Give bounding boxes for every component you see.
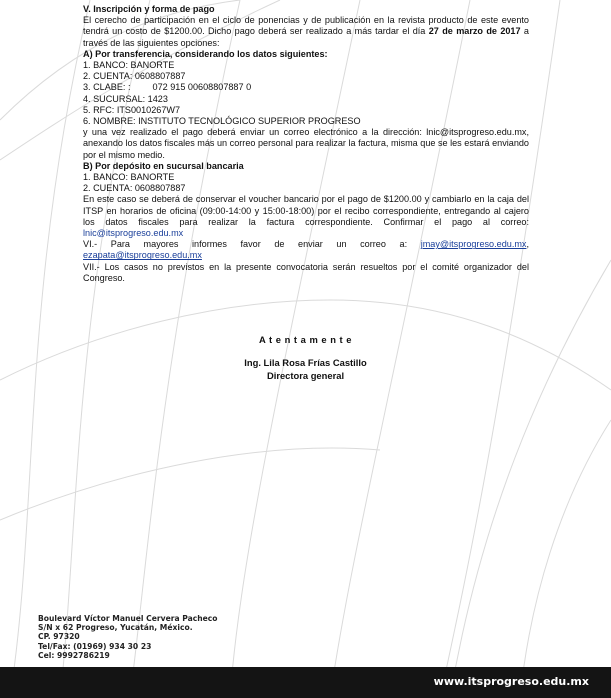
intro-paragraph [83,15,529,49]
option-b-bank: 1. BANCO: BANORTE [83,172,175,183]
option-b-account: 2. CUENTA: 0608807887 [83,183,186,194]
section-title: V. Inscripción y forma de pago [83,4,215,14]
option-a-bank: 1. BANCO: BANORTE [83,60,175,71]
confirm-email-link[interactable]: lnic@itsprogreso.edu.mx [83,228,184,239]
option-a-branch: 4. SUCURSAL: 1423 [83,93,168,104]
signer-name: Ing. Lila Rosa Frías Castillo [244,357,367,368]
document-body [83,4,529,284]
email-link-ezapata[interactable]: ezapata@itsprogreso.edu.mx [83,250,202,261]
option-b-note-text: En este caso se deberá de conservar el voucher bancario por el pago de $1200.00 y cambiarlo en la caja del ITSP en horarios de oficina (09:00-14:00 y 15:00-18:00) por el recibo correspondiente, entregando al cajero los datos fiscales para realizar la factura correspondiente. Confirmar el pago al correo: [83,194,529,227]
section-vi [83,239,529,261]
footer-address [38,614,218,660]
section-vii: VII.- Los casos no previstos en la presente convocatoria serán resueltos por el comité organizador del Congreso. [83,261,529,283]
option-b-title: B) Por depósito en sucursal bancaria [83,160,244,171]
website-link[interactable]: www.itsprogreso.edu.mx [433,675,589,688]
address-line: CP. 97320 [38,632,80,642]
email-link-jmay[interactable]: jmay@itsprogreso.edu.mx [420,239,527,250]
clabe-value: 072 915 00608807887 0 [152,82,252,93]
intro-text-a: El cerecho de participación en el ciclo de ponencias y de publicación en la revista producto de este evento tendrá un costo de $1200.00. Dicho pago deberá ser realizado a más tardar el día [83,15,529,37]
option-a-note: y una vez realizado el pago deberá enviar un correo electrónico a la dirección: lnic@itsprogreso.edu.mx, anexando los datos fiscales más un correo personal para realizar la factura, misma que se les estará enviando por el mismo medio. [83,127,529,160]
clabe-label: 3. CLABE: : [83,82,131,93]
email-separator: , [526,239,529,250]
address-line: S/N x 62 Progreso, Yucatán, México. [38,623,193,633]
option-a-rfc: 5. RFC: ITS0010267W7 [83,104,181,115]
address-line: Tel/Fax: (01969) 934 30 23 [38,641,152,651]
address-line: Boulevard Víctor Manuel Cervera Pacheco [38,614,218,623]
option-a-clabe [83,82,529,93]
address-line: Cel: 9992786219 [38,650,110,660]
section-vi-text: VI.- Para mayores informes favor de enviar un correo a: [83,239,421,250]
footer-bar [0,667,611,698]
signer-role: Directora general [266,370,345,381]
intro-text-b: a través de las siguientes opciones: [83,26,529,48]
deadline-date: 27 de marzo de 2017 [428,26,521,37]
option-a-account: 2. CUENTA: 0608807887 [83,71,186,82]
option-a-name: 6. NOMBRE: INSTITUTO TECNOLÓGICO SUPERIOR PROGRESO [83,116,361,127]
closing-salutation: A t e n t a m e n t e [259,334,352,345]
option-b-note [83,194,529,239]
option-a-title: A) Por transferencia, considerando los datos siguientes: [83,48,328,59]
